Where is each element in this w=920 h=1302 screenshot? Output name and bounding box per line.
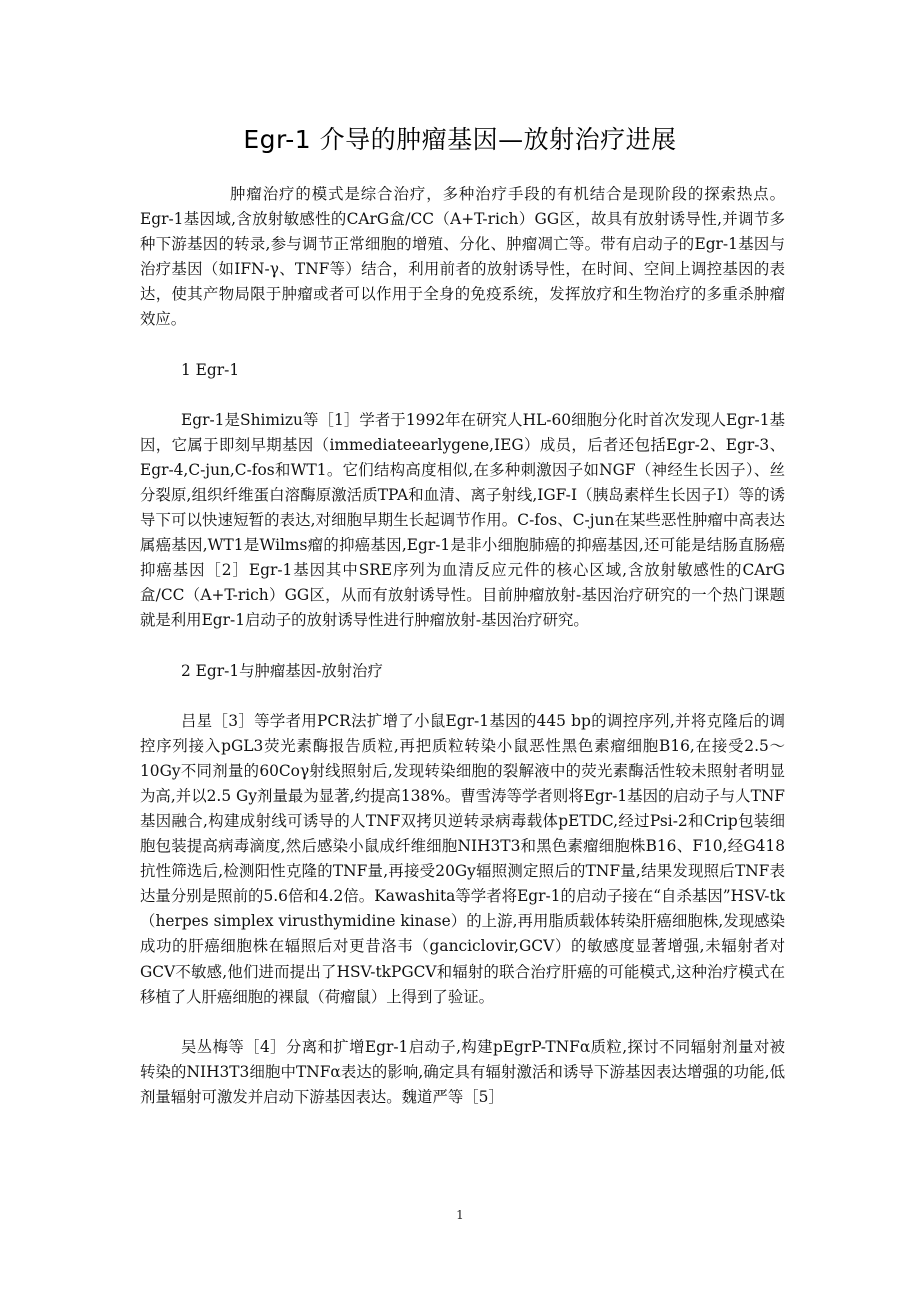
- section-1-heading: 1 Egr-1: [181, 360, 240, 379]
- paragraph-gap: [140, 383, 785, 408]
- paragraph-gap: [140, 1010, 785, 1035]
- section-2-paragraph-1: 吕星［3］等学者用PCR法扩增了小鼠Egr-1基因的445 bp的调控序列,并将克隆后的调控序列接入pGL3荧光素酶报告质粒,再把质粒转染小鼠恶性黑色素瘤细胞B16,在接受2.5～10Gy不同剂量的60Coγ射线照射后,发现转染细胞的裂解液中的荧光素酶活性较未照射者明显为高,并以2.5 Gy剂量最为显著,约提高138%。曹雪涛等学者则将Egr-1基因的启动子与人TNF基因融合,构建成射线可诱导的人TNF双拷贝逆转录病毒载体pETDC,经过Psi-2和Crip包装细胞包装提高病毒滴度,然后感染小鼠成纤维细胞NIH3T3和黑色素瘤细胞株B16、F10,经G418抗性筛选后,检测阳性克隆的TNF量,再接受20Gy辐照测定照后的TNF量,结果发现照后TNF表达量分别是照前的5.6倍和4.2倍。Kawashita等学者将Egr-1的启动子接在“自杀基因”HSV-tk（herpes simplex virusthymidine kinase）的上游,再用脂质载体转染肝癌细胞株,发现感染成功的肝癌细胞株在辐照后对更昔洛韦（ganciclovir,GCV）的敏感度显著增强,未辐射者对GCV不敏感,他们进而提出了HSV-tkPGCV和辐射的联合治疗肝癌的可能模式,这种治疗模式在移植了人肝癌细胞的裸鼠（荷瘤鼠）上得到了验证。: [140, 711, 785, 1006]
- intro-paragraph: 肿瘤治疗的模式是综合治疗，多种治疗手段的有机结合是现阶段的探索热点。Egr-1基因域,含放射敏感性的CArG盒/CC（A+T-rich）GG区，故具有放射诱导性,并调节多种下游基因的转录,参与调节正常细胞的增殖、分化、肿瘤凋亡等。带有启动子的Egr-1基因与治疗基因（如IFN-γ、TNF等）结合，利用前者的放射诱导性，在时间、空间上调控基因的表达，使其产物局限于肿瘤或者可以作用于全身的免疫系统，发挥放疗和生物治疗的多重杀肿瘤效应。: [140, 185, 785, 329]
- document-title: Egr-1 介导的肿瘤基因—放射治疗进展: [243, 125, 677, 154]
- section-2-heading: 2 Egr-1与肿瘤基因-放射治疗: [181, 661, 383, 680]
- section-2-paragraph-2: 吴丛梅等［4］分离和扩增Egr-1启动子,构建pEgrP-TNFα质粒,探讨不同辐射剂量对被转染的NIH3T3细胞中TNFα表达的影响,确定具有辐射激活和诱导下游基因表达增强的功能,低剂量辐射可激发并启动下游基因表达。魏道严等［5］: [140, 1037, 785, 1106]
- document-body: [140, 182, 785, 1110]
- page-number: 1: [456, 1208, 464, 1222]
- section-1-paragraph: Egr-1是Shimizu等［1］学者于1992年在研究人HL-60细胞分化时首次发现人Egr-1基因，它属于即刻早期基因（immediateearlygene,IEG）成员，后者还包括Egr-2、Egr-3、Egr-4,C-jun,C-fos和WT1。它们结构高度相似,在多种刺激因子如NGF（神经生长因子）、丝分裂原,组织纤维蛋白溶酶原激活质TPA和血清、离子射线,IGF-Ⅰ（胰岛素样生长因子Ⅰ）等的诱导下可以快速短暂的表达,对细胞早期生长起调节作用。C-fos、C-jun在某些恶性肿瘤中高表达属癌基因,WT1是Wilms瘤的抑癌基因,Egr-1是非小细胞肺癌的抑癌基因,还可能是结肠直肠癌抑癌基因［2］Egr-1基因其中SRE序列为血清反应元件的核心区域,含放射敏感性的CArG盒/CC（A+T-rich）GG区，从而有放射诱导性。目前肿瘤放射-基因治疗研究的一个热门课题就是利用Egr-1启动子的放射诱导性进行肿瘤放射-基因治疗研究。: [140, 410, 785, 630]
- paragraph-gap: [140, 634, 785, 659]
- paragraph-gap: [140, 684, 785, 709]
- paragraph-gap: [140, 333, 785, 358]
